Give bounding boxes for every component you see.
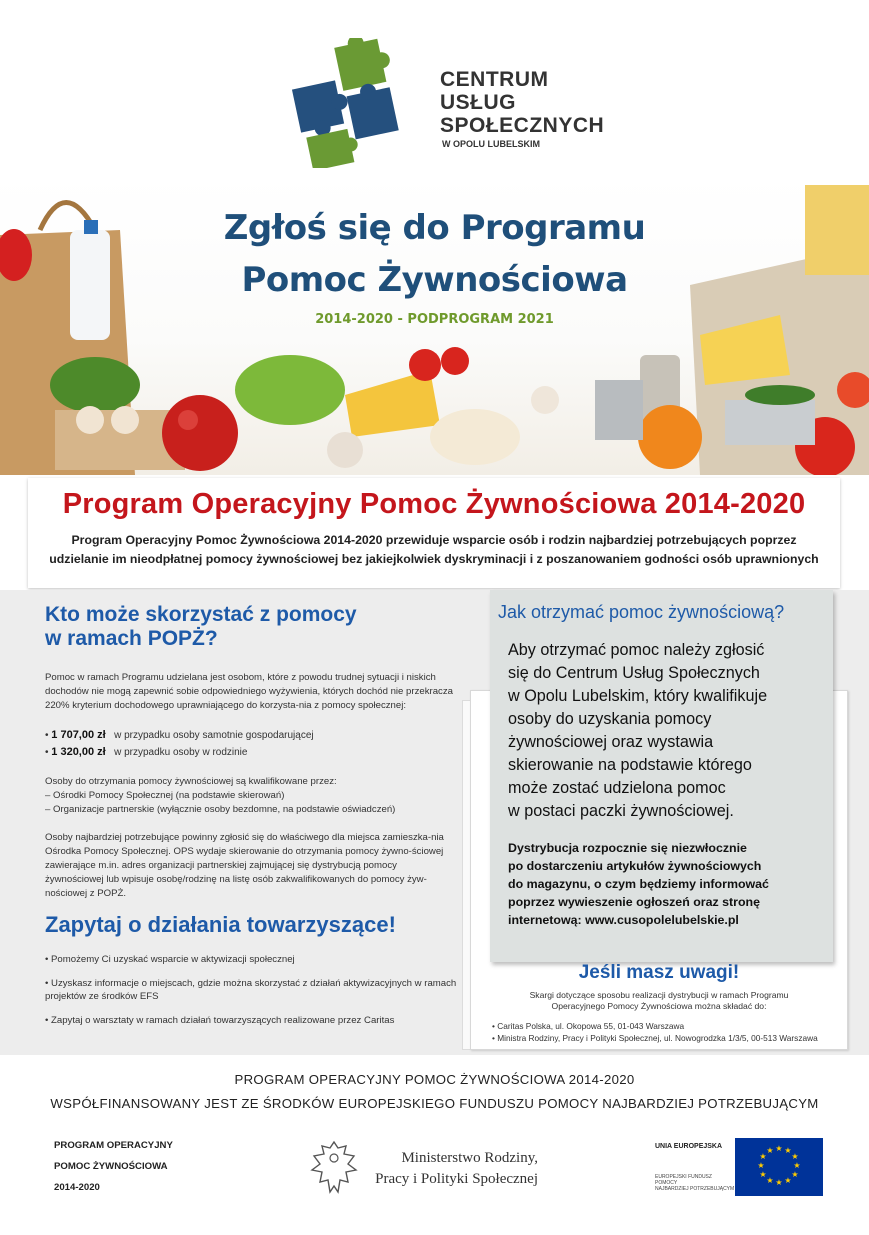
remarks-desc-line-1: Skargi dotyczące sposobu realizacji dystrybucji w ramach Programu	[529, 990, 789, 1000]
hero-title-line-1: Zgłoś się do Programu	[223, 208, 646, 248]
who-heading-line-2: w ramach POPŻ?	[45, 627, 218, 650]
card-body-line: osoby do uzyskania pomocy	[508, 710, 712, 728]
card-body-line: żywnościowej oraz wystawia	[508, 733, 714, 751]
qualified-intro: Osoby do otrzymania pomocy żywnościowej są kwalifikowane przez:	[45, 776, 337, 787]
eu-fund-line: NAJBARDZIEJ POTRZEBUJĄCYM	[655, 1186, 735, 1192]
svg-text:★: ★	[793, 1161, 801, 1170]
organization-logo-text	[440, 68, 604, 149]
distribution-note-line: Dystrybucja rozpocznie się niezwłocznie	[508, 841, 747, 855]
hero-subtitle: 2014-2020 - PODPROGRAM 2021	[315, 312, 554, 327]
remarks-description	[470, 990, 848, 1012]
card-body-line: się do Centrum Usług Społecznych	[508, 664, 760, 682]
actions-item: • Pomożemy Ci uzyskać wsparcie w aktywizacji społecznej	[45, 954, 295, 965]
program-banner	[28, 478, 840, 588]
banner-title: Program Operacyjny Pomoc Żywnościowa 2014-2020	[62, 488, 806, 520]
footer-line-1: PROGRAM OPERACYJNY POMOC ŻYWNOŚCIOWA 2014-2020	[234, 1072, 635, 1087]
how-to-get-help-card	[490, 590, 833, 962]
actions-heading: Zapytaj o działania towarzyszące!	[45, 912, 396, 937]
income-thresholds	[45, 727, 465, 761]
distribution-note-line: poprzez wywieszenie ogłoszeń oraz stronę	[508, 895, 760, 909]
program-logo-line: PROGRAM OPERACYJNY	[54, 1140, 173, 1151]
svg-text:★: ★	[766, 1146, 774, 1155]
footer-line-2: WSPÓŁFINANSOWANY JEST ZE ŚRODKÓW EUROPEJSKIEGO FUNDUSZU POMOCY NAJBARDZIEJ POTRZEBUJĄCYM	[50, 1096, 819, 1111]
threshold-single-text: w przypadku osoby samotnie gospodarującej	[114, 730, 314, 741]
program-logo-text	[54, 1135, 173, 1198]
card-body	[508, 639, 815, 823]
svg-text:★: ★	[791, 1170, 799, 1179]
card-body-line: w Opolu Lubelskim, który kwalifikuje	[508, 687, 768, 705]
remarks-address: • Caritas Polska, ul. Okopowa 55, 01-043 Warszawa	[492, 1021, 685, 1031]
logo-line-2: USŁUG	[440, 91, 516, 114]
threshold-single-value: 1 707,00 zł	[51, 729, 106, 741]
remarks-heading: Jeśli masz uwagi!	[578, 962, 740, 983]
hero-title	[0, 202, 869, 306]
actions-list	[45, 953, 457, 1027]
card-body-line: w postaci paczki żywnościowej.	[508, 802, 734, 820]
program-logo-line: POMOC ŻYWNOŚCIOWA	[54, 1161, 168, 1172]
remarks-desc-line-2: Operacyjnego Pomocy Żywnościowa można składać do:	[551, 1001, 767, 1011]
card-body-line: Aby otrzymać pomoc należy zgłosić	[508, 641, 765, 659]
svg-text:★: ★	[757, 1161, 765, 1170]
who-heading-line-1: Kto może skorzystać z pomocy	[45, 603, 357, 626]
remarks-address-list	[492, 1020, 842, 1044]
hero-title-line-2: Pomoc Żywnościowa	[241, 260, 628, 300]
eu-fund-line: EUROPEJSKI FUNDUSZ POMOCY	[655, 1174, 712, 1186]
distribution-note-line: internetową: www.cusopolelubelskie.pl	[508, 913, 739, 927]
actions-item: • Zapytaj o warsztaty w ramach działań towarzyszących realizowane przez Caritas	[45, 1015, 395, 1026]
card-body-line: może zostać udzielona pomoc	[508, 779, 726, 797]
qualified-item: – Organizacje partnerskie (wyłącznie osoby bezdomne, na podstawie oświadczeń)	[45, 804, 396, 815]
remarks-address: • Ministra Rodziny, Pracy i Polityki Społecznej, ul. Nowogrodzka 1/3/5, 00-513 Warszawa	[492, 1033, 818, 1043]
svg-text:★: ★	[759, 1170, 767, 1179]
eligibility-section	[45, 603, 465, 1027]
svg-text:★: ★	[791, 1152, 799, 1161]
threshold-family-value: 1 320,00 zł	[51, 746, 106, 758]
distribution-note	[508, 839, 815, 929]
distribution-note-line: po dostarczeniu artykułów żywnościowych	[508, 859, 762, 873]
svg-text:★: ★	[775, 1178, 783, 1187]
banner-desc-line-2: udzielanie im nieodpłatnej pomocy żywnościowej bez jakiejkolwiek dyskryminacji i z poszanowaniem godności osób uprawnionych	[49, 552, 819, 566]
eu-label: UNIA EUROPEJSKA	[655, 1143, 723, 1150]
threshold-family-text: w przypadku osoby w rodzinie	[114, 747, 248, 758]
distribution-note-line: do magazynu, o czym będziemy informować	[508, 877, 769, 891]
card-title: Jak otrzymać pomoc żywnościową?	[498, 602, 785, 622]
banner-desc-line-1: Program Operacyjny Pomoc Żywnościowa 2014-2020 przewiduje wsparcie osób i rodzin najbardziej potrzebujących poprzez	[71, 533, 797, 547]
svg-text:★: ★	[784, 1176, 792, 1185]
ministry-logo-text	[368, 1148, 538, 1190]
logo-line-3: SPOŁECZNYCH	[440, 114, 605, 137]
ministry-line-1: Ministerstwo Rodziny,	[401, 1150, 538, 1166]
svg-text:★: ★	[775, 1144, 783, 1153]
threshold-single: • 1 707,00 zł w przypadku osoby samotnie gospodarującej	[45, 729, 314, 741]
logo-line-4: W OPOLU LUBELSKIM	[442, 139, 540, 149]
svg-text:★: ★	[766, 1176, 774, 1185]
polish-eagle-emblem-icon	[310, 1138, 358, 1196]
ministry-line-2: Pracy i Polityki Społecznej	[375, 1171, 538, 1187]
threshold-family: • 1 320,00 zł w przypadku osoby w rodzinie	[45, 746, 248, 758]
eu-fund-label	[655, 1174, 735, 1192]
logo-line-1: CENTRUM	[440, 68, 549, 91]
who-heading	[45, 603, 465, 651]
needy-paragraph: Osoby najbardziej potrzebujące powinny zgłosić się do właściwego dla miejsca zamieszka-nia Ośrodka Pomocy Społecznej. OPS wydaje skierowanie do otrzymania pomocy żywno-ściowej zawierające m.in. adres organizacji partnerskiej zajmującej się dystrybucją pomocy żywnościowej lub wpisuje osobę/rodzinę na listę osób zakwalifikowanych do pomocy żyw-nościowej z POPŻ.	[45, 832, 444, 899]
puzzle-logo-icon	[286, 38, 412, 168]
program-logo-line: 2014-2020	[54, 1182, 100, 1193]
svg-text:★: ★	[784, 1146, 792, 1155]
banner-description	[28, 531, 840, 569]
who-paragraph: Pomoc w ramach Programu udzielana jest osobom, które z powodu trudnej sytuacji i niskich dochodów nie mogą zapewnić sobie odpowiedniego wyżywienia, których dochód nie przekracza 220% kryterium dochodowego uprawniającego do korzysta-nia z pomocy społecznej:	[45, 672, 453, 711]
card-body-line: skierowanie na podstawie którego	[508, 756, 752, 774]
actions-item: • Uzyskasz informacje o miejscach, gdzie można skorzystać z działań aktywizacyjnych w ramach projektów ze środków EFS	[45, 978, 457, 1002]
qualified-item: – Ośrodki Pomocy Społecznej (na podstawie skierowań)	[45, 790, 285, 801]
svg-text:★: ★	[759, 1152, 767, 1161]
eu-flag-icon	[735, 1138, 823, 1196]
